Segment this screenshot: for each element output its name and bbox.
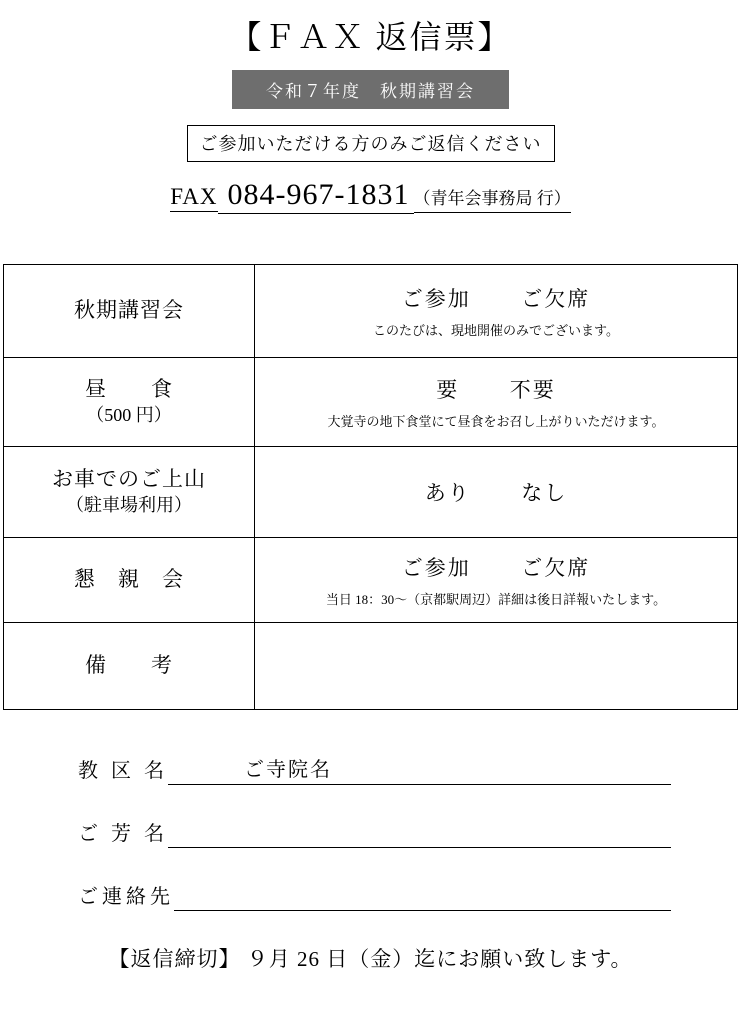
fax-number: 084-967-1831 — [218, 178, 414, 214]
fax-label: FAX — [170, 184, 217, 212]
option-attend[interactable]: ご参加 — [401, 556, 471, 580]
row-options-cell — [255, 265, 738, 358]
fax-line — [0, 178, 741, 214]
district-label: 教 区 名 — [78, 760, 168, 782]
name-input[interactable] — [168, 821, 671, 848]
option-group — [255, 283, 737, 313]
district-input[interactable] — [168, 758, 671, 785]
table-row — [4, 538, 738, 623]
option-group — [255, 477, 737, 507]
row-label: 備 考 — [85, 653, 173, 678]
remarks-input-cell[interactable] — [255, 623, 738, 710]
row-note: 大覚寺の地下食堂にて昼食をお召し上がりいただけます。 — [327, 414, 665, 429]
fax-reply-form — [0, 12, 741, 1036]
row-note: このたびは、現地開催のみでございます。 — [373, 323, 619, 338]
fax-destination: （青年会事務局 行） — [414, 184, 571, 213]
response-table — [3, 264, 738, 710]
event-banner: 令和７年度 秋期講習会 — [232, 70, 509, 109]
row-note: 当日 18：30〜（京都駅周辺）詳細は後日詳報いたします。 — [325, 592, 667, 607]
contact-input[interactable] — [174, 884, 671, 911]
option-need[interactable]: 要 — [436, 378, 460, 402]
table-row — [4, 265, 738, 358]
row-label: 懇 親 会 — [74, 567, 184, 592]
row-label-cell — [4, 538, 255, 623]
notice-container — [0, 125, 741, 162]
table-row — [4, 447, 738, 538]
signature-area — [0, 754, 741, 911]
row-options-cell — [255, 447, 738, 538]
row-label: 昼 食 — [85, 376, 173, 401]
name-row — [78, 817, 671, 848]
option-no[interactable]: なし — [521, 481, 568, 505]
option-not-need[interactable]: 不要 — [509, 378, 556, 402]
temple-label: ご寺院名 — [244, 759, 332, 781]
option-absent[interactable]: ご欠席 — [521, 556, 591, 580]
row-label-cell — [4, 358, 255, 447]
banner-container — [0, 70, 741, 109]
table-row — [4, 623, 738, 710]
page-title: 【ＦＡＸ 返信票】 — [229, 19, 512, 55]
option-absent[interactable]: ご欠席 — [521, 287, 591, 311]
option-group — [255, 374, 737, 404]
option-group — [255, 552, 737, 582]
row-options-cell — [255, 358, 738, 447]
row-label-cell — [4, 447, 255, 538]
row-label-cell — [4, 623, 255, 710]
contact-row — [78, 880, 671, 911]
row-label: 秋期講習会 — [74, 298, 184, 323]
name-label: ご 芳 名 — [78, 823, 168, 845]
notice-box: ご参加いただける方のみご返信ください — [187, 125, 555, 162]
row-sublabel: （500 円） — [86, 405, 172, 426]
row-label-cell — [4, 265, 255, 358]
option-attend[interactable]: ご参加 — [401, 287, 471, 311]
row-label: お車でのご上山 — [52, 466, 206, 491]
row-options-cell — [255, 538, 738, 623]
row-sublabel: （駐車場利用） — [66, 495, 192, 516]
contact-label: ご連絡先 — [78, 886, 174, 908]
deadline-footer: 【返信締切】 ９月 26 日（金）迄にお願い致します。 — [108, 947, 633, 971]
table-row — [4, 358, 738, 447]
district-row — [78, 754, 671, 785]
option-yes[interactable]: あり — [424, 481, 471, 505]
